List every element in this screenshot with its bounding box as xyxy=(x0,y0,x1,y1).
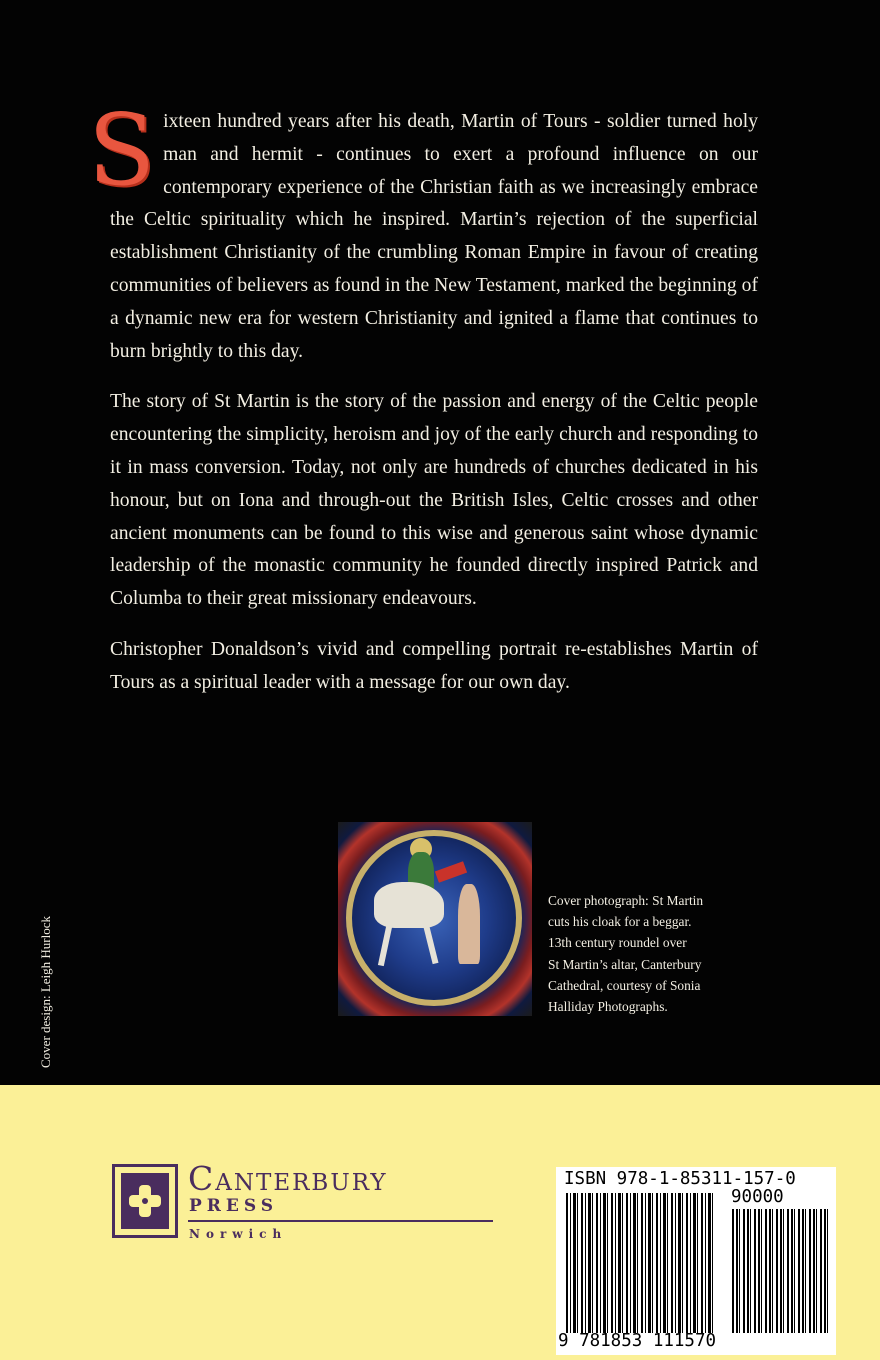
publisher-press: PRESS xyxy=(189,1196,279,1216)
caption-line: Cover photograph: St Martin xyxy=(548,893,704,908)
publisher-logo xyxy=(112,1164,178,1238)
caption-line: Cathedral, courtesy of Sonia xyxy=(548,977,701,993)
barcode-bars xyxy=(566,1193,716,1333)
addon-barcode-bars xyxy=(732,1209,828,1333)
white-horse xyxy=(374,882,444,928)
publisher-city: Norwich xyxy=(189,1227,288,1241)
blurb-paragraph-3: Christopher Donaldson’s vivid and compelling portrait re-establishes Martin of Tours as a spiritual leader with a message for our own day. xyxy=(110,638,758,693)
cross-center xyxy=(142,1198,148,1204)
publisher-divider xyxy=(188,1220,493,1222)
caption-line: Halliday Photographs. xyxy=(548,999,668,1015)
isbn-number: ISBN 978-1-85311-157-0 xyxy=(564,1169,796,1189)
isbn-barcode xyxy=(556,1167,836,1355)
caption-line: 13th century roundel over xyxy=(548,935,687,951)
photo-caption xyxy=(548,890,748,1017)
blurb-paragraph-1 xyxy=(88,94,758,368)
publisher-name: Canterbury xyxy=(188,1159,388,1198)
stained-glass-roundel-photo xyxy=(338,822,532,1016)
beggar-figure xyxy=(458,884,480,964)
price-addon-number: 90000 xyxy=(731,1187,784,1207)
blurb-text xyxy=(88,94,758,718)
cover-design-credit: Cover design: Leigh Hurlock xyxy=(38,916,53,1068)
drop-cap: S xyxy=(88,94,156,208)
blurb-paragraph-1-text: ixteen hundred years after his death, Martin of Tours - soldier turned holy man and hermit - continues to exert a profound influence on our contemporary experience of the Christian faith as we increasingly embrace the Celtic spirituality which he inspired. Martin’s rejection of the superficial establishment Christianity of the crumbling Roman Empire in favour of creating communities of believers as found in the New Testament, marked the beginning of a dynamic new era for western Christianity and ignited a flame that continues to burn brightly to this day. xyxy=(110,111,758,362)
caption-line: St Martin’s altar, Canterbury xyxy=(548,956,702,972)
caption-line: cuts his cloak for a beggar. xyxy=(548,914,692,930)
blurb-paragraph-2: The story of St Martin is the story of the passion and energy of the Celtic people encountering the simplicity, heroism and joy of the early church and responding to it in mass conversion. Today, not only are hundreds of churches dedicated in his honour, but on Iona and through-out the British Isles, Celtic crosses and other ancient monuments can be found to this wise and generous saint whose dynamic leadership of the monastic community he founded directly inspired Patrick and Columba to their great missionary endeavours. xyxy=(110,391,758,610)
ean-digits: 9 781853 111570 xyxy=(558,1331,717,1351)
logo-cross-icon xyxy=(121,1173,169,1229)
